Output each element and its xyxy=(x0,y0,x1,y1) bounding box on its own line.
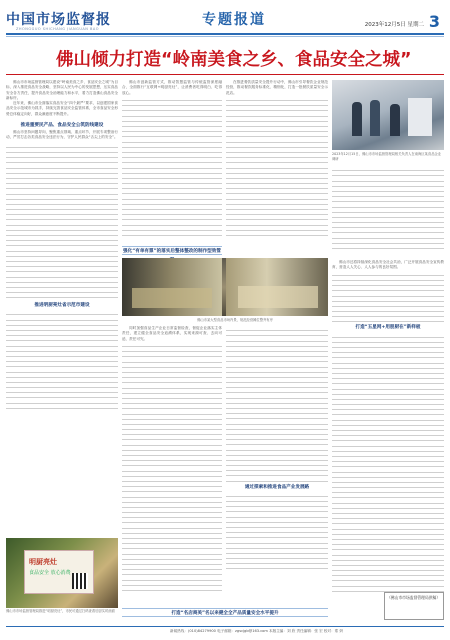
col3-text-lines xyxy=(226,96,328,236)
col1-paragraph-a: 近年来，佛山市全面落实食品安全“四个最严”要求，以创建国家食品安全示范城市为抓手，持续完善食品安全监管体系，全市食品安全形势总体稳定向好，群众满意度不断提升。 xyxy=(6,101,118,116)
col3-paragraph-a: 在推进餐饮质量安全提升行动中，佛山市引导餐饮企业规范经营，推动餐饮服务标准化、精细化，打造一批餐饮质量安全示范店。 xyxy=(226,80,328,95)
photo-enterprise-inspection xyxy=(332,80,444,150)
subhead-5: 通过探索和推进食品产业发展路 xyxy=(244,484,310,490)
photo-food-market xyxy=(122,258,328,316)
photo1-caption: 2023年12月15日，佛山市市场监督管理局相关负责人在南海区某食品企业调研 xyxy=(332,152,442,161)
col4-paragraph-a: 佛山市还将持续深化食品安全社会共治，广泛开展食品安全宣传教育，营造人人关心、人人参与的良好氛围。 xyxy=(332,260,444,270)
newspaper-logo: 中国市场监督报 xyxy=(6,12,111,28)
column-3 xyxy=(226,80,328,256)
photo-sign-line1: 明厨亮灶 xyxy=(29,558,57,566)
column-4-upper xyxy=(332,166,444,256)
photo-sign-line2: 食品安全 放心消费 xyxy=(29,570,71,576)
source-note-box: （佛山市市场监督管理局供稿） xyxy=(384,592,444,620)
photo3-caption: 佛山市市场监督管理局推进“明厨亮灶”，市民可通过扫码查看后厨实时画面 xyxy=(6,609,115,613)
subhead-2: 推进明厨亮灶省示范市建设 xyxy=(34,303,90,309)
subhead-6: 打造“五星网+用朋厨在”新样板 xyxy=(355,325,421,331)
masthead xyxy=(6,7,444,33)
section-title: 专题报道 xyxy=(202,12,266,28)
main-headline: 佛山倾力打造“岭南美食之乡、食品安全之城” xyxy=(56,50,412,70)
subhead-4: 打造“名店商美”名以来健全全产品质量安全水平提升 xyxy=(122,608,328,617)
photo-mingchu-liangzao xyxy=(6,538,118,608)
col2-paragraph-b: 同时加强食品生产企业日常监督检查，督促企业落实主体责任，建立健全食品安全追溯体系，实现来源可查、去向可追、责任可究。 xyxy=(122,326,222,341)
column-3-lower xyxy=(226,326,328,606)
issue-date: 2023年12月5日 星期二 xyxy=(364,22,424,28)
footer-rule xyxy=(6,626,444,627)
column-4-lower xyxy=(332,260,444,622)
header-rule-thin xyxy=(6,36,444,37)
subhead-3: 强化“有单有票”的落实后整体整改的制作型效管 xyxy=(122,246,222,255)
col2-text-lines xyxy=(122,96,222,236)
page-number: 3 xyxy=(428,12,440,31)
column-2-lower xyxy=(122,326,222,606)
col1-paragraph-b: 佛山市坚持问题导向，聚焦重点领域、重点环节，开展专项整治行动，严厉打击各类食品安全违法行为，守护人民群众“舌尖上的安全”。 xyxy=(6,130,118,140)
col1-text-lines-2 xyxy=(6,310,118,409)
newspaper-logo-subtitle: ZHONGGUO SHICHANG JIANGUAN BAO xyxy=(16,27,100,31)
intro-paragraph: 佛山市市场监督管理局以建设“岭南美食之乡、食品安全之城”为目标，深入推进食品安全战略，坚持以人民为中心的发展思想，压实食品安全各方责任，提升食品安全治理能力和水平，着力打造佛山食品安全新标杆。 xyxy=(6,80,118,100)
headline-rule xyxy=(6,74,444,75)
col2-paragraph-a: 佛山市创新监管方式，推动智慧监管与传统监管深度融合，全面推行“互联网+明厨亮灶”，让消费者吃得明白、吃得放心。 xyxy=(122,80,222,95)
header-rule xyxy=(6,33,444,35)
qr-code-icon xyxy=(72,573,88,589)
subhead-1: 推进重要民产品、食品安全公筑防线建设 xyxy=(20,123,104,129)
col1-text-lines xyxy=(6,143,118,299)
column-2 xyxy=(122,80,222,256)
photo2-caption: 佛山市某大型食品市场内景，规范经营摊位整齐有序 xyxy=(197,318,273,322)
footer-info: 新闻热线：(010)84279900 电子邮箱：zgscjgb@163.com 本版主编：刘 欣 责任编辑：张 宏 校对：郑 妍 xyxy=(170,629,344,633)
